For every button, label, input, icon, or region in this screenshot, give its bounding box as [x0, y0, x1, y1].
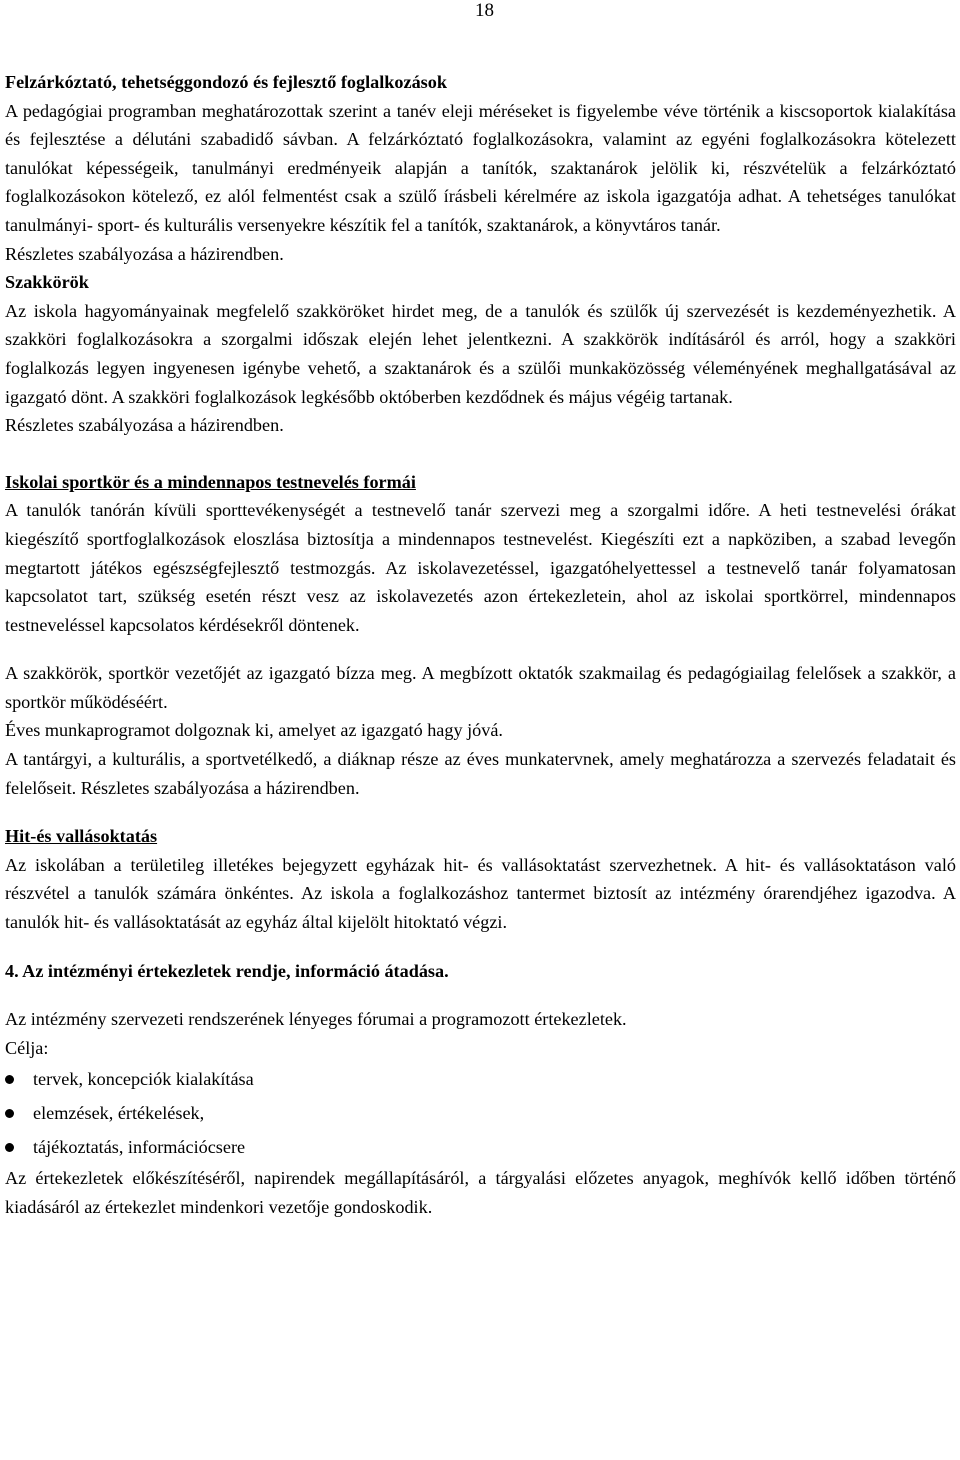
list-item-text: tervek, koncepciók kialakítása: [33, 1069, 254, 1090]
paragraph: Az iskolában a területileg illetékes bejegyzett egyházak hit- és vallásoktatást szervezhetnek. A hit- és vallásoktatáson való részvétel a tanulók számára önkéntes. Az iskola a foglalkozáshoz tantermet biztosít az intézmény órarendjéhez igazodva. A tanulók hit- és vallásoktatását az egyház által kijelölt hitoktató végzi.: [5, 854, 956, 933]
goal-label: Célja:: [5, 1037, 49, 1058]
paragraph: Az iskola hagyományainak megfelelő szakköröket hirdet meg, de a tanulók és szülők új szervezését is kezdeményezhetik. A szakköri foglalkozásokra a szorgalmi időszak elején lehet jelentkezni. A szakkörök indításáról és arról, hogy a szakköri foglalkozás legyen ingyenesen igénybe vehető, a szaktanárok és a szülői munkaközösség véleményének meghallgatásával az igazgató dönt. A szakköri foglalkozások legkésőbb októberben kezdődnek és május végéig tartanak.: [5, 300, 956, 407]
paragraph: A tantárgyi, a kulturális, a sportvetélkedő, a diáknap része az éves munkatervnek, amely meghatározza a szervezés feladatait és felelőseit. Részletes szabályozása a házirendben.: [5, 749, 956, 798]
paragraph: Az intézmény szervezeti rendszerének lényeges fórumai a programozott értekezletek.: [5, 1009, 627, 1030]
list-item: [5, 1062, 956, 1096]
paragraph: A szakkörök, sportkör vezetőjét az igazgató bízza meg. A megbízott oktatók szakmailag és pedagógiailag felelősek a szakkör, a sportkör működéséért.: [5, 663, 956, 712]
bullet-icon: [5, 1143, 14, 1152]
paragraph: Az értekezletek előkészítéséről, napirendek megállapításáról, a tárgyalási előzetes anyagok, meghívók kellő időben történő kiadásáról az értekezlet mindenkori vezetője gondoskodik.: [5, 1168, 956, 1217]
section-heading-felzarkoztato: Felzárkóztató, tehetséggondozó és fejlesztő foglalkozások: [5, 72, 447, 92]
paragraph: A pedagógiai programban meghatározottak szerint a tanév eleji méréseket is figyelembe véve történik a kiscsoportok kialakítása és fejlesztése a délutáni szabadidő sávban. A felzárkóztató foglalkozásokra, valamint az egyéni foglalkozásokra kötelezett tanulókat képességeik, tanulmányi eredményeik alapján a tanítók, szaktanárok jelölik ki, részvételük a felzárkóztató foglalkozásokon kötelező, ez alól felmentést csak a szülő írásbeli kérelmére az iskola igazgatója adhat. A tehetséges tanulókat tanulmányi- sport- és kulturális versenyekre készítik fel a tanítók, szaktanárok, a könyvtáros tanár.: [5, 100, 956, 235]
paragraph: Részletes szabályozása a házirendben.: [5, 243, 284, 264]
section-heading-szakkorok: Szakkörök: [5, 272, 89, 293]
bullet-list: [5, 1062, 956, 1164]
list-item: [5, 1130, 956, 1164]
page-number: 18: [475, 0, 494, 21]
list-item-text: elemzések, értékelések,: [33, 1103, 205, 1124]
paragraph: Éves munkaprogramot dolgoznak ki, amelyet az igazgató hagy jóvá.: [5, 720, 503, 741]
paragraph: Részletes szabályozása a házirendben.: [5, 415, 284, 436]
list-item: [5, 1096, 956, 1130]
bullet-icon: [5, 1075, 14, 1084]
section-heading-sportkor: Iskolai sportkör és a mindennapos testnevelés formái: [5, 471, 416, 492]
section-heading-ertekezletek: 4. Az intézményi értekezletek rendje, információ átadása.: [5, 960, 449, 981]
list-item-text: tájékoztatás, információcsere: [33, 1137, 246, 1158]
document-body: [5, 68, 956, 1222]
bullet-icon: [5, 1109, 14, 1118]
paragraph: A tanulók tanórán kívüli sporttevékenységét a testnevelő tanár szervezi meg a szorgalmi időre. A heti testnevelési órákat kiegészítő sportfoglalkozások eloszlása biztosítja a mindennapos testnevelést. Kiegészíti ezt a napköziben, a szabad levegőn megtartott játékos egészségfejlesztő testmozgás. Az iskolavezetéssel, igazgatóhelyettessel a testnevelő tanár folyamatosan kapcsolatot tart, szükség esetén részt vesz az iskolavezetés azon értekezletein, ahol az iskolai sportkörrel, mindennapos testneveléssel kapcsolatos kérdésekről döntenek.: [5, 500, 956, 635]
section-heading-hitoktatas: Hit-és vallásoktatás: [5, 826, 158, 847]
